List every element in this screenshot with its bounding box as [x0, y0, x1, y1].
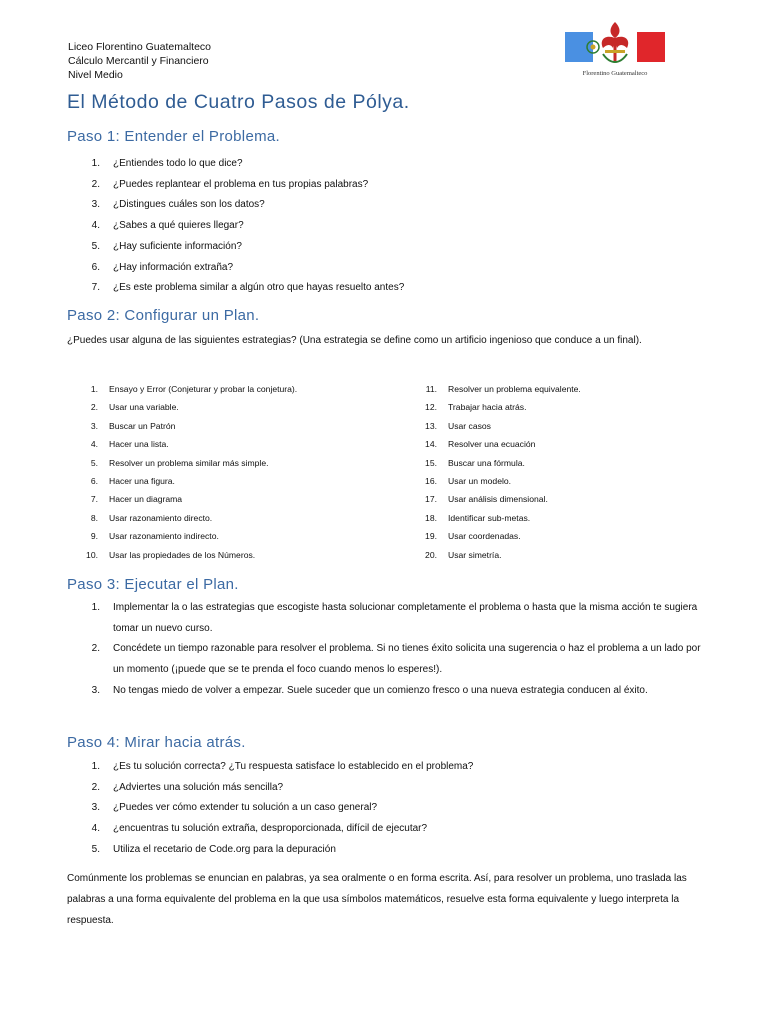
step2-intro: ¿Puedes usar alguna de las siguientes estrategias? (Una estrategia se define como un artificio ingenioso que conduce a un final).	[67, 335, 642, 346]
closing-paragraph: Comúnmente los problemas se enuncian en palabras, ya sea oralmente o en forma escrita. Así, para resolver un problema, uno traslada las palabras a una forma equivalente del problema en la que usa símbolos matemáticos, resuelve esta forma equivalente y luego interpreta la respuesta.	[67, 873, 687, 926]
step3-list	[86, 598, 706, 702]
list-item: 3. No tengas miedo de volver a empezar. Suele suceder que un comienzo fresco o una nueva estrategia conducen al éxito.	[91, 684, 648, 696]
document-header	[68, 40, 211, 82]
list-item: 1. ¿Es tu solución correcta? ¿Tu respuesta satisface lo establecido en el problema?	[91, 761, 474, 772]
step4-list	[86, 757, 473, 861]
strategy-item: 6. Hacer una figura.	[90, 475, 175, 486]
course-name: Cálculo Mercantil y Financiero	[68, 55, 209, 67]
strategy-item: 9. Usar razonamiento indirecto.	[90, 531, 219, 542]
strategy-item: 10. Usar las propiedades de los Números.	[86, 549, 256, 560]
list-item: 1. ¿Entiendes todo lo que dice?	[91, 158, 243, 169]
list-item: 6. ¿Hay información extraña?	[91, 261, 234, 273]
strategy-item: 11. Resolver un problema equivalente.	[425, 384, 581, 394]
list-item: 4. ¿Sabes a qué quieres llegar?	[91, 220, 244, 232]
strategy-item: 3. Buscar un Patrón	[90, 420, 176, 431]
strategy-item: 7. Hacer un diagrama	[90, 494, 183, 505]
list-item: 2. Concédete un tiempo razonable para resolver el problema. Si no tienes éxito solicita una sugerencia o haz el problema a un lado por un momento (¡puede que se te prenda el foco cuando menos lo esperes!).	[91, 643, 701, 676]
strategy-item: 15. Buscar una fórmula.	[425, 457, 525, 468]
strategy-item: 2. Usar una variable.	[90, 402, 179, 413]
list-item: 1. Implementar la o las estrategias que escogiste hasta solucionar completamente el problema o hasta que la misma acción te sugiera tomar un nuevo curso.	[91, 602, 698, 634]
step1-heading: Paso 1: Entender el Problema.	[67, 128, 280, 145]
list-item: 2. ¿Adviertes una solución más sencilla?	[91, 781, 284, 793]
list-item: 5. Utiliza el recetario de Code.org para la depuración	[91, 843, 336, 855]
strategy-item: 17. Usar análisis dimensional.	[425, 494, 548, 505]
document-title: El Método de Cuatro Pasos de Pólya.	[67, 91, 410, 113]
school-name: Liceo Florentino Guatemalteco	[68, 41, 211, 53]
step1-list	[86, 154, 404, 299]
step2-heading: Paso 2: Configurar un Plan.	[67, 307, 260, 324]
list-item: 5. ¿Hay suficiente información?	[91, 240, 242, 252]
list-item: 7. ¿Es este problema similar a algún otro que hayas resuelto antes?	[91, 282, 405, 294]
strategy-item: 16. Usar un modelo.	[425, 475, 512, 486]
strategy-item: 1. Ensayo y Error (Conjeturar y probar la conjetura).	[90, 384, 298, 394]
strategy-item: 8. Usar razonamiento directo.	[90, 512, 213, 523]
strategy-item: 20. Usar simetría.	[425, 549, 502, 560]
strategy-item: 19. Usar coordenadas.	[425, 531, 521, 542]
level-name: Nivel Medio	[68, 69, 123, 81]
strategy-item: 5. Resolver un problema similar más simple.	[90, 457, 269, 468]
strategies-right	[425, 380, 581, 564]
logo-caption: Florentino Guatemalteco	[582, 70, 648, 77]
strategies-left	[86, 380, 297, 564]
step3-heading: Paso 3: Ejecutar el Plan.	[67, 576, 239, 593]
strategy-item: 13. Usar casos	[425, 420, 491, 431]
list-item: 3. ¿Distingues cuáles son los datos?	[91, 199, 265, 211]
list-item: 3. ¿Puedes ver cómo extender tu solución a un caso general?	[91, 802, 378, 814]
list-item: 2. ¿Puedes replantear el problema en tus propias palabras?	[91, 178, 369, 190]
list-item: 4. ¿encuentras tu solución extraña, desproporcionada, difícil de ejecutar?	[91, 823, 428, 835]
strategy-item: 12. Trabajar hacia atrás.	[425, 402, 527, 413]
strategy-item: 18. Identificar sub-metas.	[425, 512, 531, 523]
step4-heading: Paso 4: Mirar hacia atrás.	[67, 734, 246, 751]
strategy-item: 4. Hacer una lista.	[90, 439, 169, 450]
strategy-item: 14. Resolver una ecuación	[425, 439, 536, 450]
